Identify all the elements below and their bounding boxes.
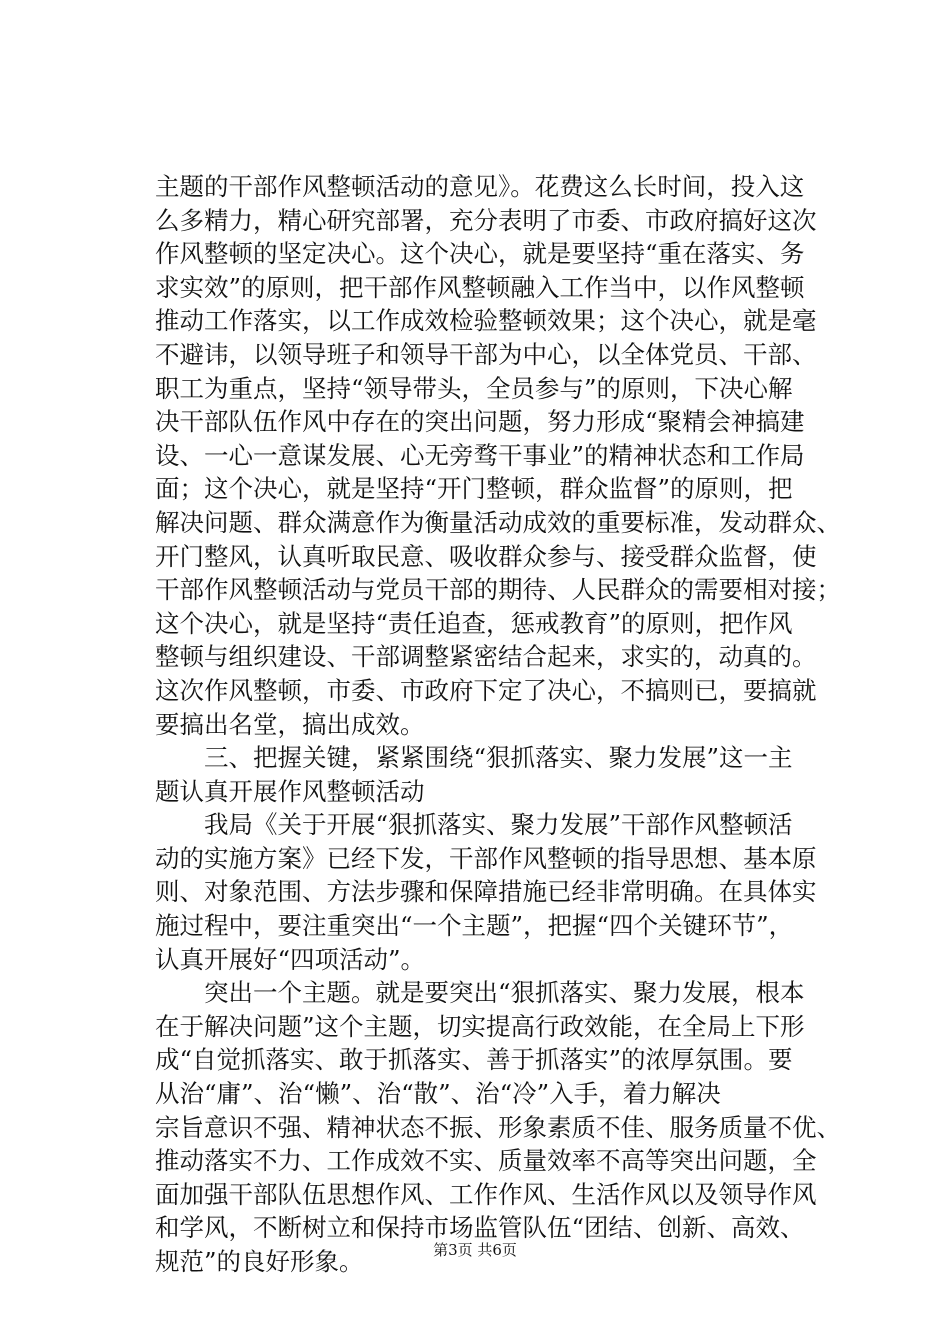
text-line: 和学风，不断树立和保持市场监管队伍“团结、创新、高效、 — [155, 1213, 805, 1243]
text-line: 推动落实不力、工作成效不实、质量效率不高等突出问题，全 — [155, 1146, 817, 1176]
text-line: 突出一个主题。就是要突出“狠抓落实、聚力发展，根本 — [204, 978, 805, 1008]
text-line: 决干部队伍作风中存在的突出问题，努力形成“聚精会神搞建 — [155, 407, 805, 437]
text-line: 规范”的良好形象。 — [155, 1247, 364, 1276]
text-line: 整顿与组织建设、干部调整紧密结合起来，求实的，动真的。 — [155, 642, 817, 672]
text-line: 干部作风整顿活动与党员干部的期待、人民群众的需要相对接； — [155, 575, 841, 605]
text-line: 动的实施方案》已经下发，干部作风整顿的指导思想、基本原 — [155, 843, 817, 873]
text-line: 要搞出名堂，搞出成效。 — [155, 709, 425, 739]
section-heading: 题认真开展作风整顿活动 — [155, 776, 425, 806]
text-line: 认真开展好“四项活动”。 — [155, 944, 426, 974]
text-line: 求实效”的原则，把干部作风整顿融入工作当中，以作风整顿 — [155, 272, 805, 302]
text-line: 我局《关于开展“狠抓落实、聚力发展”干部作风整顿活 — [204, 810, 793, 840]
text-line: 从治“庸”、治“懒”、治“散”、治“冷”入手，着力解决 — [155, 1079, 721, 1109]
body-text — [155, 170, 855, 1279]
text-line: 主题的干部作风整顿活动的意见》。花费这么长时间，投入这 — [155, 172, 805, 201]
text-line: 面；这个决心，就是坚持“开门整顿，群众监督”的原则，把 — [155, 474, 793, 504]
text-line: 这个决心，就是坚持“责任追查，惩戒教育”的原则，把作风 — [155, 608, 793, 638]
text-line: 宗旨意识不强、精神状态不振、形象素质不佳、服务质量不优、 — [155, 1112, 841, 1142]
text-line: 作风整顿的坚定决心。这个决心，就是要坚持“重在落实、务 — [155, 239, 805, 269]
text-line: 解决问题、群众满意作为衡量活动成效的重要标准，发动群众、 — [155, 507, 841, 537]
text-line: 施过程中，要注重突出“一个主题”，把握“四个关键环节”， — [155, 911, 794, 941]
text-line: 设、一心一意谋发展、心无旁骛干事业”的精神状态和工作局 — [155, 440, 805, 470]
text-line: 开门整风，认真听取民意、吸收群众参与、接受群众监督，使 — [155, 541, 817, 571]
text-line: 则、对象范围、方法步骤和保障措施已经非常明确。在具体实 — [155, 877, 817, 907]
page-number-footer: 第3页 共6页 — [433, 1241, 517, 1259]
text-line: 面加强干部队伍思想作风、工作作风、生活作风以及领导作风 — [155, 1179, 817, 1209]
text-line: 职工为重点，坚持“领导带头，全员参与”的原则，下决心解 — [155, 373, 793, 403]
section-heading: 三、把握关键，紧紧围绕“狠抓落实、聚力发展”这一主 — [204, 743, 793, 773]
text-line: 不避讳，以领导班子和领导干部为中心，以全体党员、干部、 — [155, 339, 817, 369]
text-line: 在于解决问题”这个主题，切实提高行政效能，在全局上下形 — [155, 1011, 805, 1041]
text-line: 成“自觉抓落实、敢于抓落实、善于抓落实”的浓厚氛围。要 — [155, 1045, 793, 1075]
text-line: 推动工作落实，以工作成效检验整顿效果；这个决心，就是毫 — [155, 306, 817, 336]
text-line: 这次作风整顿，市委、市政府下定了决心，不搞则已，要搞就 — [155, 675, 817, 705]
text-line: 么多精力，精心研究部署，充分表明了市委、市政府搞好这次 — [155, 205, 817, 235]
